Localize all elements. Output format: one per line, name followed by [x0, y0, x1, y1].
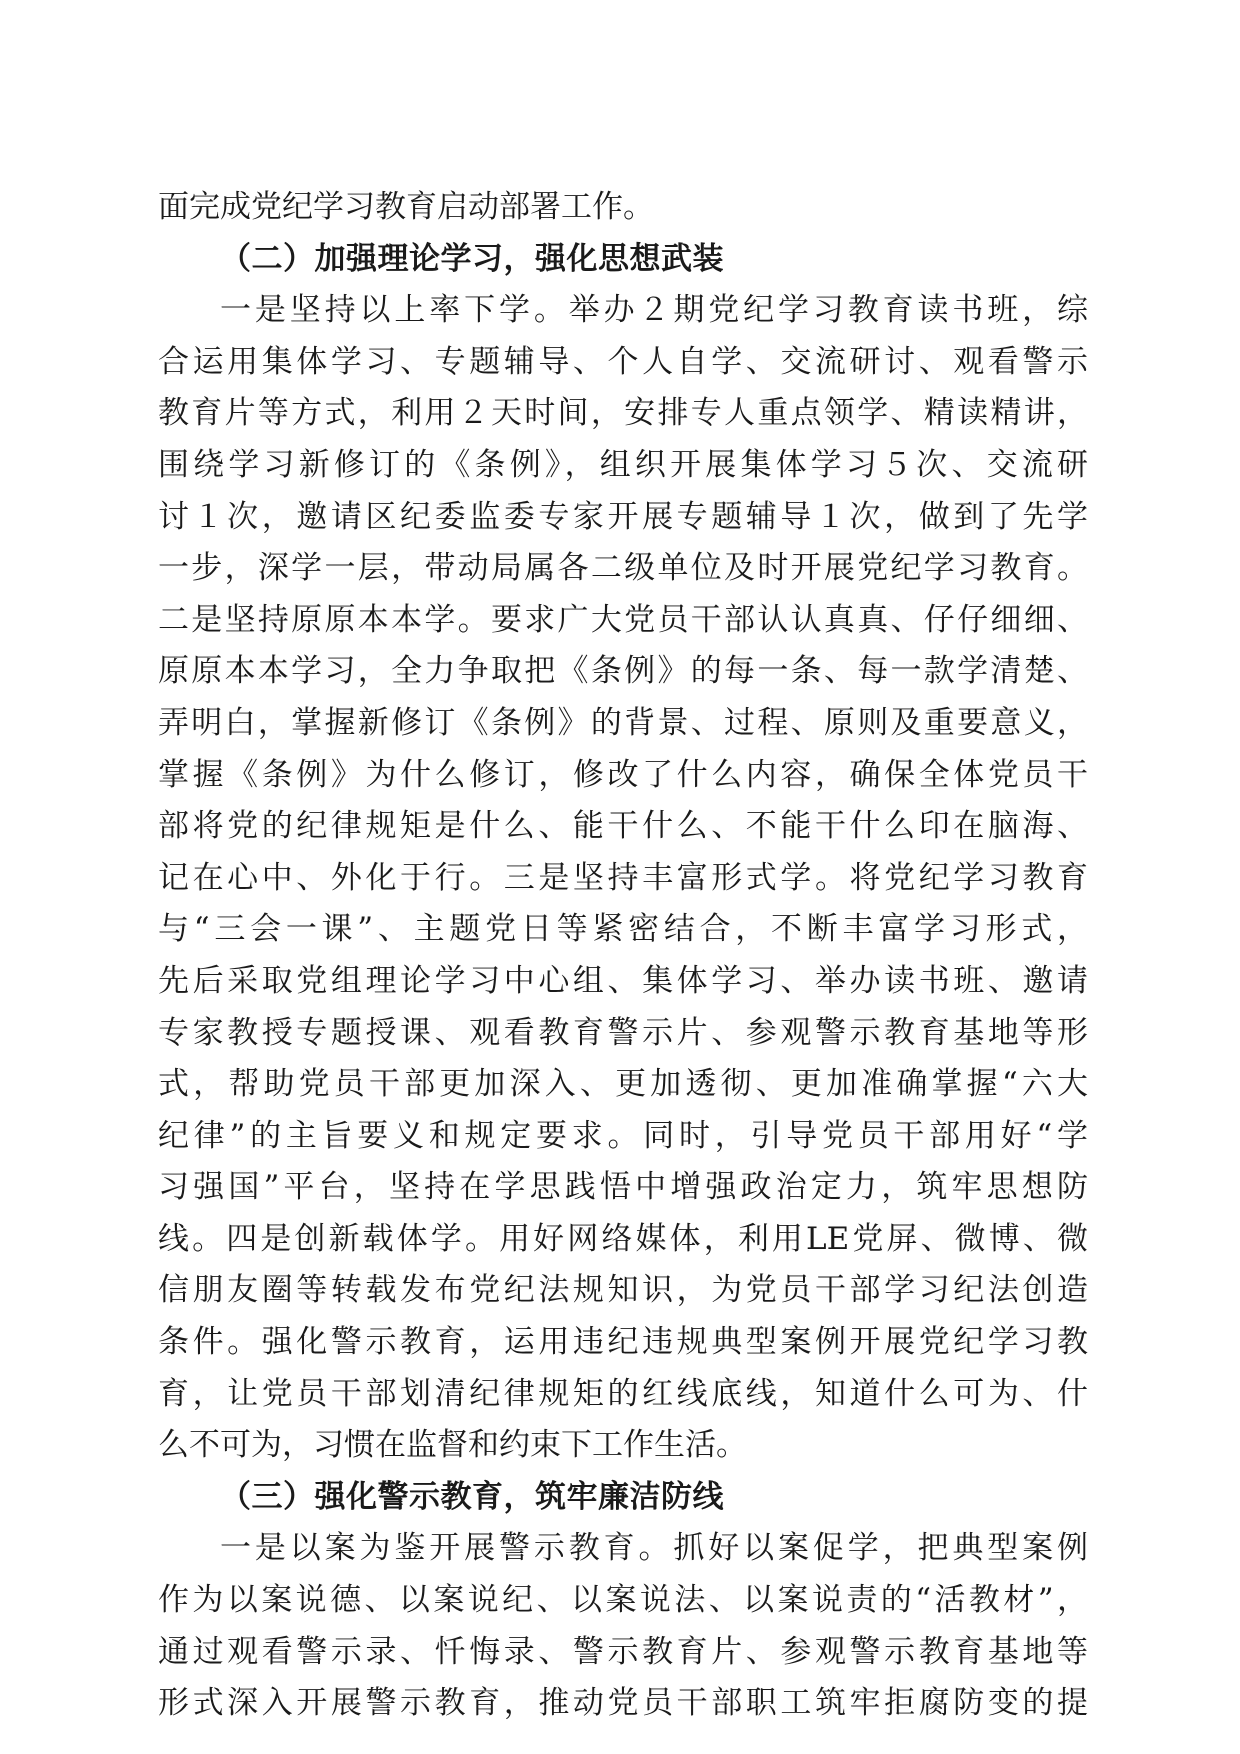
section-heading-2: （二）加强理论学习，强化思想武装 — [220, 240, 724, 277]
paragraph-line: 一步，深学一层，带动局属各二级单位及时开展党纪学习教育。 — [158, 550, 1088, 587]
paragraph-line: 专家教授专题授课、观看教育警示片、参观警示教育基地等形 — [158, 1014, 1088, 1051]
paragraph-line: 部将党的纪律规矩是什么、能干什么、不能干什么印在脑海、 — [158, 808, 1088, 845]
paragraph-line: 通过观看警示录、忏悔录、警示教育片、参观警示教育基地等 — [158, 1633, 1088, 1670]
paragraph-line: 习强国”平台，坚持在学思践悟中增强政治定力，筑牢思想防 — [158, 1169, 1088, 1206]
paragraph-line: 弄明白，掌握新修订《条例》的背景、过程、原则及重要意义， — [158, 704, 1088, 741]
paragraph-line: 记在心中、外化于行。三是坚持丰富形式学。将党纪学习教育 — [158, 859, 1088, 896]
paragraph-line: 围绕学习新修订的《条例》，组织开展集体学习５次、交流研 — [158, 446, 1088, 483]
paragraph-line: 条件。强化警示教育，运用违纪违规典型案例开展党纪学习教 — [158, 1324, 1088, 1361]
paragraph-line: 线。四是创新载体学。用好网络媒体，利用LE党屏、微博、微 — [158, 1220, 1088, 1257]
paragraph-line: 形式深入开展警示教育，推动党员干部职工筑牢拒腐防变的提 — [158, 1685, 1088, 1722]
paragraph-line: 么不可为，习惯在监督和约束下工作生活。 — [158, 1427, 747, 1464]
section-heading-3: （三）强化警示教育，筑牢廉洁防线 — [220, 1478, 724, 1515]
paragraph-line: 教育片等方式，利用２天时间，安排专人重点领学、精读精讲， — [158, 395, 1088, 432]
paragraph-line: 一是以案为鉴开展警示教育。抓好以案促学，把典型案例 — [220, 1530, 1088, 1567]
paragraph-line: 信朋友圈等转载发布党纪法规知识，为党员干部学习纪法创造 — [158, 1272, 1088, 1309]
paragraph-line: 作为以案说德、以案说纪、以案说法、以案说责的“活教材”， — [158, 1582, 1088, 1619]
paragraph-line: 面完成党纪学习教育启动部署工作。 — [158, 189, 654, 225]
paragraph-line: 原原本本学习，全力争取把《条例》的每一条、每一款学清楚、 — [158, 653, 1088, 690]
paragraph-line: 一是坚持以上率下学。举办２期党纪学习教育读书班，综 — [220, 292, 1088, 329]
paragraph-line: 合运用集体学习、专题辅导、个人自学、交流研讨、观看警示 — [158, 343, 1088, 380]
paragraph-line: 先后采取党组理论学习中心组、集体学习、举办读书班、邀请 — [158, 962, 1088, 999]
paragraph-line: 二是坚持原原本本学。要求广大党员干部认认真真、仔仔细细、 — [158, 601, 1088, 638]
document-body — [158, 182, 1088, 1730]
paragraph-line: 讨１次，邀请区纪委监委专家开展专题辅导１次，做到了先学 — [158, 498, 1088, 535]
paragraph-line: 与“三会一课”、主题党日等紧密结合，不断丰富学习形式， — [158, 911, 1088, 948]
paragraph-line: 育，让党员干部划清纪律规矩的红线底线，知道什么可为、什 — [158, 1375, 1088, 1412]
paragraph-line: 掌握《条例》为什么修订，修改了什么内容，确保全体党员干 — [158, 756, 1088, 793]
paragraph-line: 纪律”的主旨要义和规定要求。同时，引导党员干部用好“学 — [158, 1117, 1088, 1154]
paragraph-line: 式，帮助党员干部更加深入、更加透彻、更加准确掌握“六大 — [158, 1066, 1088, 1103]
